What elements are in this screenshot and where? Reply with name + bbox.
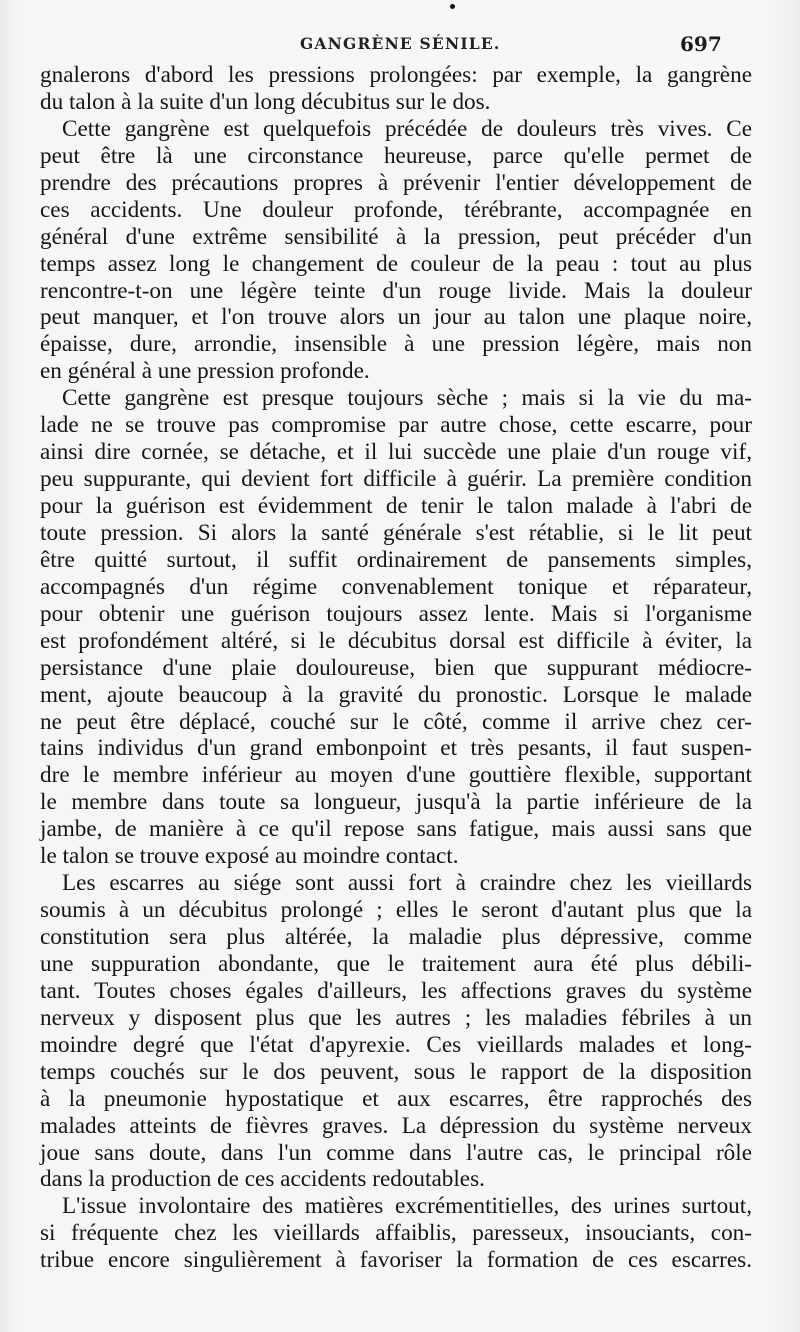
text-line: soumis à un décubitus prolongé ; elles le seront d'autant plus que la xyxy=(40,897,752,924)
text-line: peut manquer, et l'on trouve alors un jour au talon une plaque noire, xyxy=(40,304,752,331)
running-head-title: GANGRÈNE SÉNILE. xyxy=(300,34,501,53)
text-line: tains individus d'un grand embonpoint et très pesants, il faut suspen- xyxy=(40,735,752,762)
text-line: ne peut être déplacé, couché sur le côté, comme il arrive chez cer- xyxy=(40,708,752,735)
text-line: peut être là une circonstance heureuse, parce qu'elle permet de xyxy=(40,142,752,169)
text-line: tant. Toutes choses égales d'ailleurs, les affections graves du système xyxy=(40,977,752,1004)
paragraph-start-line: L'issue involontaire des matières excrémentitielles, des urines surtout, xyxy=(62,1193,752,1220)
text-line: ces accidents. Une douleur profonde, térébrante, accompagnée en xyxy=(40,196,752,223)
page-number: 697 xyxy=(680,32,722,56)
text-line: pour la guérison est évidemment de tenir le talon malade à l'abri de xyxy=(40,493,752,519)
running-head xyxy=(0,32,800,60)
text-line: en général à une pression profonde. xyxy=(40,358,370,385)
text-line: tribue encore singulièrement à favoriser la formation de ces escarres. xyxy=(40,1247,752,1274)
text-line: nerveux y disposent plus que les autres ; les maladies fébriles à un xyxy=(40,1004,752,1031)
text-line: le membre dans toute sa longueur, jusqu'à la partie inférieure de la xyxy=(40,789,752,816)
text-line: si fréquente chez les vieillards affaiblis, paresseux, insouciants, con- xyxy=(40,1220,752,1247)
body-text xyxy=(40,62,752,1274)
paragraph-start-line: Les escarres au siége sont aussi fort à craindre chez les vieillards xyxy=(62,870,752,897)
text-line: peu suppurante, qui devient fort difficile à guérir. La première condition xyxy=(40,466,752,493)
text-line: temps couchés sur le dos peuvent, sous le rapport de la disposition xyxy=(40,1058,752,1085)
text-line: accompagnés d'un régime convenablement tonique et réparateur, xyxy=(40,573,752,600)
text-line: gnalerons d'abord les pressions prolongées: par exemple, la gangrène xyxy=(40,62,752,88)
text-line: est profondément altéré, si le décubitus dorsal est difficile à éviter, la xyxy=(40,627,752,654)
text-line: épaisse, dure, arrondie, insensible à une pression légère, mais non xyxy=(40,331,752,358)
text-line: le talon se trouve exposé au moindre contact. xyxy=(40,843,459,870)
text-line: toute pression. Si alors la santé générale s'est rétablie, si le lit peut xyxy=(40,519,752,546)
text-line: être quitté surtout, il suffit ordinairement de pansements simples, xyxy=(40,546,752,573)
text-line: ment, ajoute beaucoup à la gravité du pronostic. Lorsque le malade xyxy=(40,681,752,708)
text-line: constitution sera plus altérée, la maladie plus dépressive, comme xyxy=(40,924,752,950)
text-line: pour obtenir une guérison toujours assez lente. Mais si l'organisme xyxy=(40,600,752,627)
text-line: joue sans doute, dans l'un comme dans l'autre cas, le principal rôle xyxy=(40,1139,752,1166)
text-line: temps assez long le changement de couleur de la peau : tout au plus xyxy=(40,250,752,277)
text-line: prendre des précautions propres à prévenir l'entier développement de xyxy=(40,169,752,196)
paragraph-start-line: Cette gangrène est presque toujours sèche ; mais si la vie du ma- xyxy=(62,385,752,412)
ink-dot xyxy=(450,4,455,9)
paragraph-start-line: Cette gangrène est quelquefois précédée de douleurs très vives. Ce xyxy=(62,115,752,142)
text-line: général d'une extrême sensibilité à la pression, peut précéder d'un xyxy=(40,223,752,250)
text-line: ainsi dire cornée, se détache, et il lui succède une plaie d'un rouge vif, xyxy=(40,439,752,466)
text-line: du talon à la suite d'un long décubitus sur le dos. xyxy=(40,88,491,115)
text-line: dans la production de ces accidents redoutables. xyxy=(40,1166,485,1193)
text-line: à la pneumonie hypostatique et aux escarres, être rapprochés des xyxy=(40,1085,752,1112)
text-line: malades atteints de fièvres graves. La dépression du système nerveux xyxy=(40,1112,752,1139)
text-line: dre le membre inférieur au moyen d'une gouttière flexible, supportant xyxy=(40,762,752,789)
text-line: jambe, de manière à ce qu'il repose sans fatigue, mais aussi sans que xyxy=(40,816,752,843)
text-line: persistance d'une plaie douloureuse, bien que suppurant médiocre- xyxy=(40,654,752,681)
text-line: lade ne se trouve pas compromise par autre chose, cette escarre, pour xyxy=(40,412,752,439)
text-line: moindre degré que l'état d'apyrexie. Ces vieillards malades et long- xyxy=(40,1031,752,1058)
text-line: rencontre-t-on une légère teinte d'un rouge livide. Mais la douleur xyxy=(40,277,752,304)
text-line: une suppuration abondante, que le traitement aura été plus débili- xyxy=(40,950,752,977)
